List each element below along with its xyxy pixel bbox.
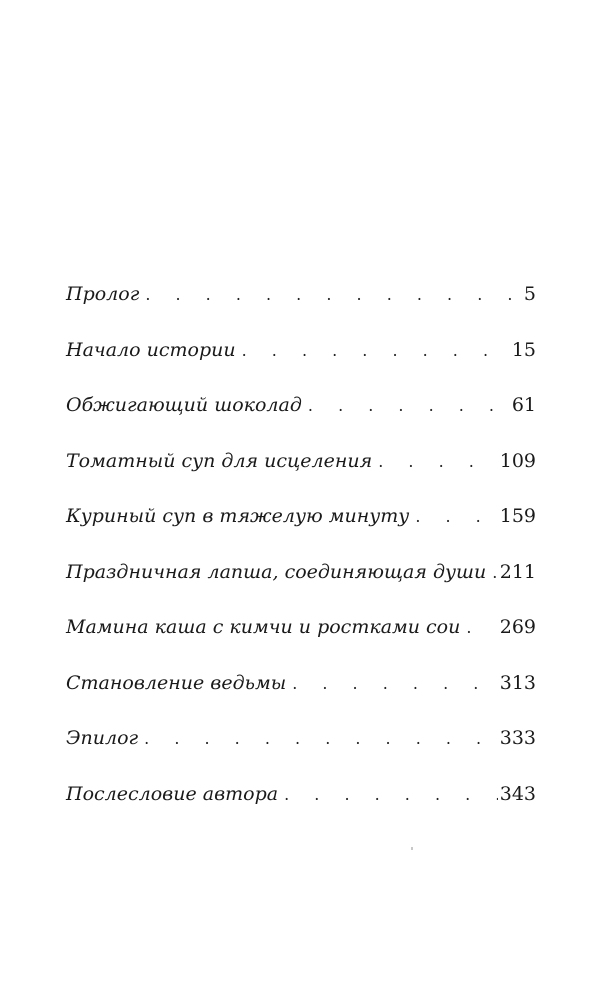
dot-leader [284,777,498,813]
toc-entry-title: Обжигающий шоколад [66,394,302,416]
toc-entry-page: 269 [499,616,536,638]
toc-entry-title: Праздничная лапша, соединяющая души [66,560,487,583]
toc-entry-page: 313 [499,671,536,694]
toc-entry-page: 343 [499,782,536,805]
toc-entry-page: 159 [499,505,536,527]
dot-leader [378,444,498,480]
toc-entry-page: 211 [499,560,536,583]
toc-entry-story-beginning [66,332,536,388]
dot-leader [292,666,498,702]
toc-entry-title: Пролог [66,283,140,305]
dot-leader [415,499,497,535]
toc-entry-page: 5 [523,283,536,305]
toc-entry-title: Начало истории [66,338,236,361]
toc-entry-chicken-soup [66,498,536,554]
toc-entry-title: Становление ведьмы [66,671,287,694]
toc-entry-title: Послесловие автора [66,782,279,805]
table-of-contents [66,276,536,831]
dot-leader [308,388,510,424]
toc-entry-page: 333 [499,727,536,749]
paper-speck [411,847,413,850]
toc-entry-page: 61 [511,394,536,416]
dot-leader [145,277,522,313]
toc-entry-kimchi-porridge [66,609,536,665]
toc-entry-title: Томатный суп для исцеления [66,449,373,472]
toc-entry-title: Эпилог [66,727,139,749]
toc-entry-page: 109 [499,449,536,472]
toc-entry-title: Куриный суп в тяжелую минуту [66,505,410,527]
dot-leader [466,610,497,646]
toc-entry-becoming-witch [66,665,536,721]
dot-leader [242,333,510,369]
dot-leader [144,721,498,757]
toc-entry-page: 15 [511,338,536,361]
toc-entry-festive-noodles [66,554,536,610]
toc-entry-title: Мамина каша с кимчи и ростками сои [66,616,461,638]
toc-entry-hot-chocolate [66,387,536,443]
toc-entry-epilogue [66,720,536,776]
toc-entry-prologue [66,276,536,332]
toc-entry-afterword [66,776,536,832]
toc-entry-tomato-soup [66,443,536,499]
